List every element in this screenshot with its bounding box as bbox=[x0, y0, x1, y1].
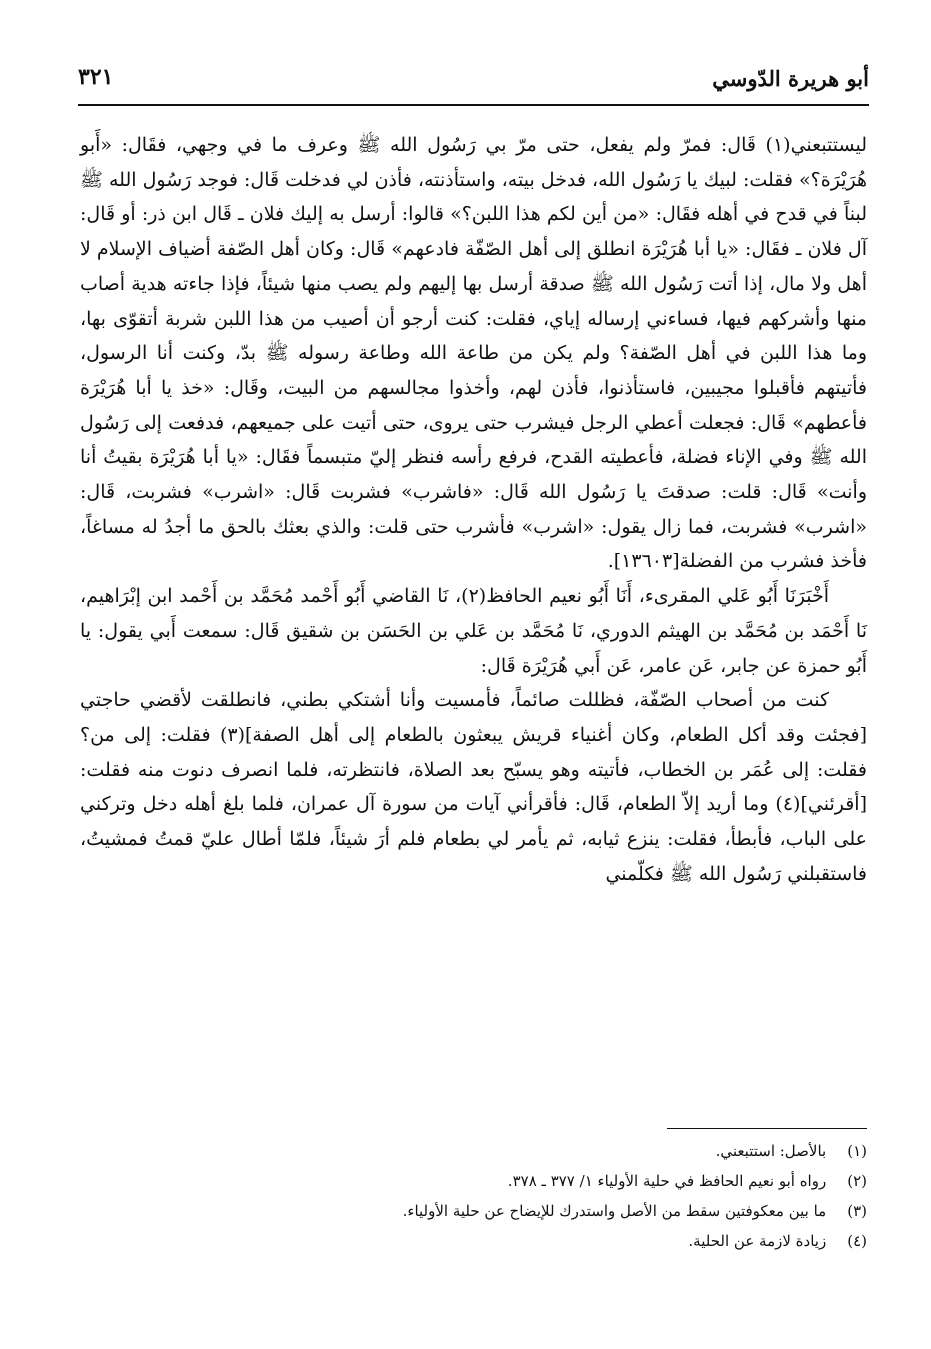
paragraph-3: كنت من أصحاب الصّفّة، فظللت صائماً، فأمسيت وأنا أشتكي بطني، فانطلقت لأقضي حاجتي [فجئت وقد أكل الطعام، وكان أغنياء قريش يبعثون بالطعام إلى أهل الصفة](٣) فقلت: إلى من؟ فقلت: إلى عُمَر بن الخطاب، فأتيته وهو يسبّح بعد الصلاة، فانتظرته، فلما انصرف دنوت منه فقلت: [أقرئني](٤) وما أريد إلاّ الطعام، قَال: فأقرأني آيات من سورة آل عمران، فلما بلغ أهله دخل وتركني على الباب، فأبطأ، فقلت: ينزع ثيابه، ثم يأمر لي بطعام فلم أرَ شيئاً، فلمّا أطال عليّ قمتُ فمشيتُ، فاستقبلني رَسُول الله ﷺ فكلّمني bbox=[80, 689, 867, 885]
footnote bbox=[80, 1226, 867, 1256]
running-header bbox=[78, 56, 869, 96]
header-title: أبو هريرة الدّوسي bbox=[712, 66, 869, 91]
footnote bbox=[80, 1196, 867, 1226]
footnote-rule bbox=[667, 1128, 867, 1129]
footnote bbox=[80, 1166, 867, 1196]
footnotes bbox=[80, 1136, 867, 1256]
footnote-text: رواه أبو نعيم الحافظ في حلية الأولياء ١/ ٣٧٧ ـ ٣٧٨. bbox=[507, 1172, 827, 1190]
footnote-number: (١) bbox=[847, 1142, 867, 1160]
footnote bbox=[80, 1136, 867, 1166]
paragraph-1: ليستتبعني(١) قَال: فمرّ ولم يفعل، حتى مرّ بي رَسُول الله ﷺ وعرف ما في وجهي، فقَال: «أَبو هُرَيْرَة؟» فقلت: لبيك يا رَسُول الله، فدخل بيته، واستأذنته، فأذن لي فدخلت قَال: فوجد رَسُول الله ﷺ لبناً في قدح في أهله فقَال: «من أين لكم هذا اللبن؟» قالوا: أرسل به إليك فلان ـ قَال ابن ذر: أو قَال: آل فلان ـ فقَال: «يا أبا هُرَيْرَة انطلق إلى أهل الصّفّة فادعهم» قَال: وكان أهل الصّفة أضياف الإسلام لا أهل ولا مال، إذا أتت رَسُول الله ﷺ صدقة أرسل بها إليهم ولم يصب منها شيئاً، فإذا جاءته هدية أصاب منها وأشركهم فيها، فساءني إرساله إياي، فقلت: كنت أرجو أن أصيب من هذا اللبن شربة أتقوّى بها، وما هذا اللبن في أهل الصّفة؟ ولم يكن من طاعة الله وطاعة رسوله ﷺ بدّ، وكنت أنا الرسول، فأتيتهم فأقبلوا مجيبين، فاستأذنوا، فأذن لهم، وأخذوا مجالسهم من البيت، وقَال: «خذ يا أبا هُرَيْرَة فأعطهم» قَال: فجعلت أعطي الرجل فيشرب حتى يروى، حتى أتيت على جميعهم، فدفعت إلى رَسُول الله ﷺ وفي الإناء فضلة، فأعطيته القدح، فرفع رأسه فنظر إليّ متبسماً فقَال: «يا أبا هُرَيْرَة بقيتُ أنا وأنت» قَال: قلت: صدقتَ يا رَسُول الله قَال: «فاشرب» فشربت قَال: «اشرب» فشربت، قَال: «اشرب» فشربت، فما زال يقول: «اشرب» فأشرب حتى قلت: والذي بعثك بالحق ما أجدُ له مساغاً، فأخذ فشرب من الفضلة[١٣٦٠٣]. bbox=[80, 134, 867, 573]
footnote-number: (٣) bbox=[847, 1202, 867, 1220]
footnote-text: بالأصل: استتبعني. bbox=[715, 1142, 827, 1160]
footnote-number: (٢) bbox=[847, 1172, 867, 1190]
footnote-text: ما بين معكوفتين سقط من الأصل واستدرك للإيضاح عن حلية الأولياء. bbox=[402, 1202, 827, 1220]
main-text bbox=[80, 128, 867, 891]
footnote-text: زيادة لازمة عن الحلية. bbox=[688, 1232, 827, 1250]
page-number: ٣٢١ bbox=[78, 64, 114, 90]
footnote-number: (٤) bbox=[847, 1232, 867, 1250]
paragraph-2: أَخْبَرَنَا أَبُو عَلي المقرىء، أَنَا أَبُو نعيم الحافظ(٢)، نَا القاضي أَبُو أَحْمد مُحَمَّد بن أَحْمد ابن إبْرَاهيم، نَا أَحْمَد بن مُحَمَّد بن الهيثم الدوري، نَا مُحَمَّد بن عَلي بن الحَسَن بن شقيق قَال: سمعت أَبي يقول: يا أَبُو حمزة عن جابر، عَن عامر، عَن أَبي هُرَيْرَة قَال: bbox=[80, 585, 867, 677]
header-rule bbox=[78, 104, 869, 106]
